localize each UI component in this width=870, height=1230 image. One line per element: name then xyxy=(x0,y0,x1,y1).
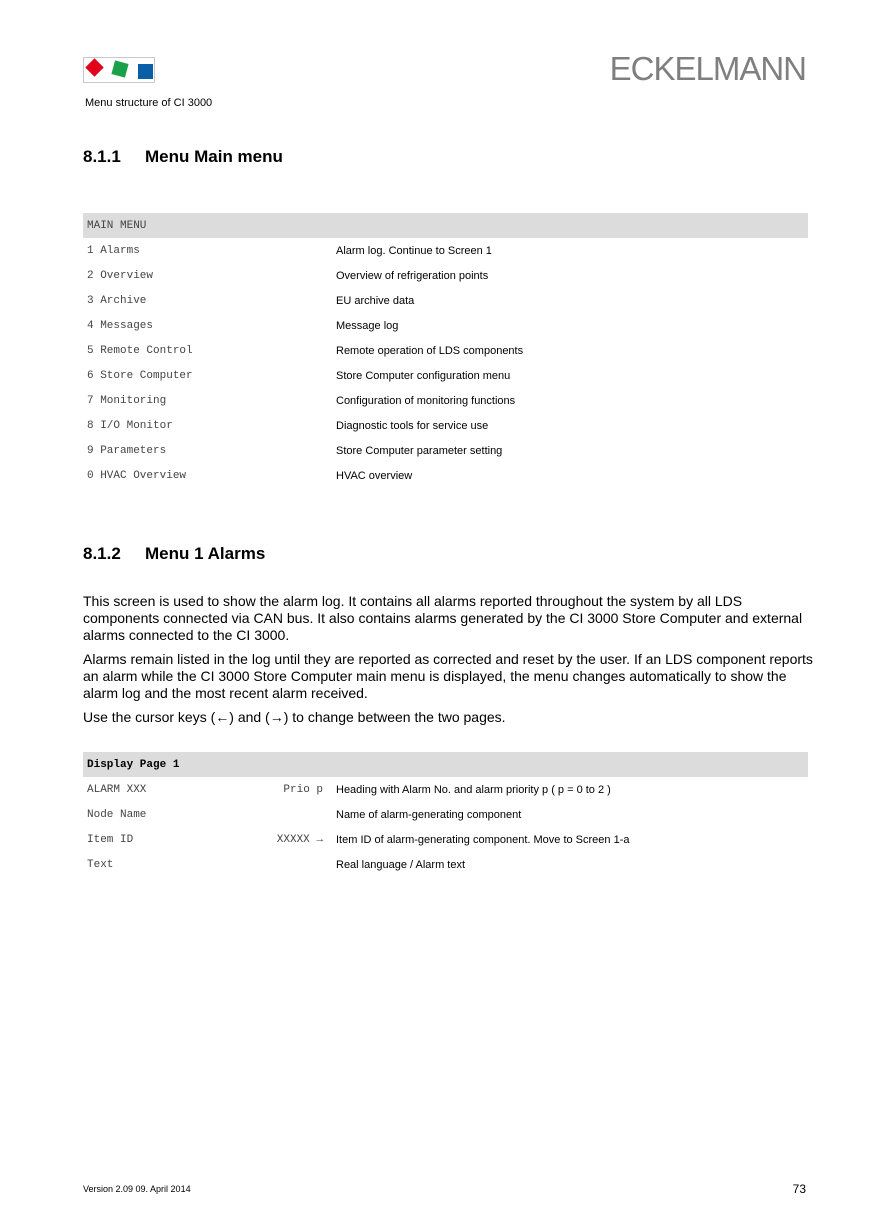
paragraph: Use the cursor keys (←) and (→) to change between the two pages. xyxy=(83,709,506,725)
section-number: 8.1.1 xyxy=(83,147,121,166)
paragraph: This screen is used to show the alarm log. It contains all alarms reported throughout the system by all LDS components connected via CAN bus. It also contains alarms generated by the CI 3000 Store Computer and external alarms connected to the CI 3000. xyxy=(83,593,803,643)
menu-description: Remote operation of LDS components xyxy=(336,344,524,357)
field-description: Item ID of alarm-generating component. Move to Screen 1-a xyxy=(336,833,630,846)
menu-description: Alarm log. Continue to Screen 1 xyxy=(336,244,492,257)
display-field xyxy=(83,784,323,796)
menu-description: HVAC overview xyxy=(336,469,413,482)
table-row xyxy=(83,363,808,388)
menu-description: Overview of refrigeration points xyxy=(336,269,489,282)
menu-key: 5 Remote Control xyxy=(87,344,193,357)
field-description: Heading with Alarm No. and alarm priority p ( p = 0 to 2 ) xyxy=(336,783,611,796)
brand-name: ECKELMANN xyxy=(609,50,806,87)
menu-description: Diagnostic tools for service use xyxy=(336,419,489,432)
table-row xyxy=(83,438,808,463)
menu-key: 4 Messages xyxy=(87,319,154,332)
table-row xyxy=(83,777,808,802)
table-row xyxy=(83,238,808,263)
table-row xyxy=(83,288,808,313)
menu-key: 9 Parameters xyxy=(87,444,167,457)
main-menu-table xyxy=(83,213,808,488)
section-title: Menu 1 Alarms xyxy=(145,544,266,563)
display-field xyxy=(83,834,323,846)
table-row xyxy=(83,463,808,488)
table-row xyxy=(83,852,808,877)
field-value: Prio p xyxy=(283,783,323,796)
table-row xyxy=(83,388,808,413)
field-label: ALARM XXX xyxy=(87,783,147,796)
section-heading-main-menu xyxy=(83,147,283,167)
display-field xyxy=(83,809,323,821)
field-description: Name of alarm-generating component xyxy=(336,808,522,821)
menu-description: Configuration of monitoring functions xyxy=(336,394,516,407)
field-label: Node Name xyxy=(87,808,147,821)
table-row xyxy=(83,827,808,852)
document-subtitle: Menu structure of CI 3000 xyxy=(85,97,213,109)
page-number: 73 xyxy=(792,1182,806,1196)
menu-description: Message log xyxy=(336,319,399,332)
display-field xyxy=(83,859,323,871)
table-row xyxy=(83,263,808,288)
field-value: XXXXX → xyxy=(276,833,323,846)
menu-key: 8 I/O Monitor xyxy=(87,419,173,432)
section-title: Menu Main menu xyxy=(145,147,283,166)
menu-description: Store Computer parameter setting xyxy=(336,444,503,457)
table-row xyxy=(83,802,808,827)
table-header: Display Page 1 xyxy=(83,752,808,777)
table-row xyxy=(83,313,808,338)
menu-description: Store Computer configuration menu xyxy=(336,369,511,382)
section-number: 8.1.2 xyxy=(83,544,121,563)
field-description: Real language / Alarm text xyxy=(336,858,466,871)
menu-key: 3 Archive xyxy=(87,294,147,307)
field-label: Item ID xyxy=(87,833,134,846)
eckelmann-logo xyxy=(83,57,155,83)
menu-key: 0 HVAC Overview xyxy=(87,469,187,482)
table-header: MAIN MENU xyxy=(83,213,808,238)
table-row xyxy=(83,338,808,363)
menu-key: 6 Store Computer xyxy=(87,369,193,382)
menu-description: EU archive data xyxy=(336,294,415,307)
menu-key: 7 Monitoring xyxy=(87,394,167,407)
footer-version: Version 2.09 09. April 2014 xyxy=(83,1184,191,1194)
section-heading-alarms xyxy=(83,544,265,564)
paragraph: Alarms remain listed in the log until they are reported as corrected and reset by the user. If an LDS component reports an alarm while the CI 3000 Store Computer main menu is displayed, the menu changes automatically to show the alarm log and the most recent alarm received. xyxy=(83,651,813,701)
menu-key: 2 Overview xyxy=(87,269,154,282)
table-row xyxy=(83,413,808,438)
field-label: Text xyxy=(87,858,114,871)
menu-key: 1 Alarms xyxy=(87,244,140,257)
display-page-table xyxy=(83,752,808,877)
